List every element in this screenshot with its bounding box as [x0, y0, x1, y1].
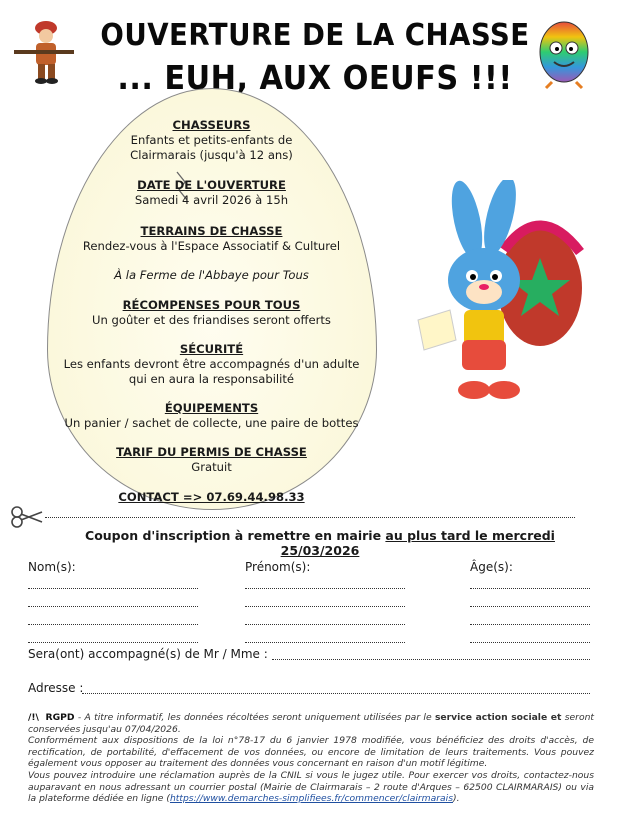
field-nom-3[interactable] — [28, 624, 198, 625]
section-line: Un goûter et des friandises seront offerts — [92, 313, 331, 327]
rgpd-paragraph-2: Conformément aux dispositions de la loi n°78-17 du 6 janvier 1978 modifiée, vous bénéficiez des droits d'accès, de rectification, de portabilité, d'effacement de vos données, ou encore de limitation de leurs traitements. Vous pouvez également vous opposer au traitement des données vous concernant en raison d'un motif légitime. — [28, 735, 594, 770]
section-heading: DATE DE L'OUVERTURE — [137, 178, 286, 192]
label-accompagne: Sera(ont) accompagné(s) de Mr / Mme : — [28, 647, 268, 661]
field-adresse[interactable] — [82, 693, 590, 694]
rgpd-title: RGPD — [45, 712, 75, 723]
rgpd-paragraph-3 — [28, 770, 594, 805]
section-line: Rendez-vous à l'Espace Associatif & Culturel — [82, 239, 341, 253]
field-nom-4[interactable] — [28, 642, 198, 643]
section-recompenses — [40, 298, 383, 328]
section-equipements — [40, 401, 383, 431]
section-heading: CHASSEURS — [172, 118, 251, 132]
rgpd-paragraph-1 — [28, 712, 594, 735]
field-age-1[interactable] — [470, 588, 590, 589]
label-prenom: Prénom(s): — [245, 560, 311, 574]
label-nom: Nom(s): — [28, 560, 76, 574]
section-line: Un panier / sachet de collecte, une paire de bottes — [64, 416, 359, 430]
coupon-title — [60, 528, 580, 558]
rgpd-service: service action sociale et — [434, 712, 562, 723]
section-line: Enfants et petits-enfants de — [130, 133, 293, 147]
contact-phone: CONTACT => 07.69.44.98.33 — [118, 490, 305, 504]
field-age-4[interactable] — [470, 642, 590, 643]
bunny-illustration — [412, 180, 597, 415]
coupon-title-text: Coupon d'inscription à remettre en mairie — [85, 528, 386, 543]
section-line: Samedi 4 avril 2026 à 15h — [134, 193, 289, 207]
section-line: Les enfants devront être accompagnés d'un adulte — [63, 357, 360, 371]
rgpd-text: ). — [453, 793, 460, 805]
egg-character-illustration — [532, 18, 596, 90]
section-chasseurs — [40, 118, 383, 163]
section-heading: RÉCOMPENSES POUR TOUS — [122, 298, 301, 312]
label-age: Âge(s): — [470, 560, 513, 574]
section-securite — [40, 342, 383, 387]
rgpd-notice — [28, 712, 594, 805]
section-heading: SÉCURITÉ — [179, 342, 244, 356]
field-nom-1[interactable] — [28, 588, 198, 589]
field-age-3[interactable] — [470, 624, 590, 625]
section-italic-line: À la Ferme de l'Abbaye pour Tous — [114, 268, 309, 282]
rgpd-text: Vous pouvez introduire une réclamation auprès de la CNIL si vous le jugez utile. Pour exercer vos droits, contactez-nous auparavant en nous adressant un courrier postal (Mairie de Clairmarais – 2 route d'Arques – 62500 CLAIRMARAIS) ou via la plateforme dédiée en ligne ( — [28, 769, 594, 805]
field-prenom-3[interactable] — [245, 624, 405, 625]
title-line-1: OUVERTURE DE LA CHASSE — [100, 18, 530, 53]
field-nom-2[interactable] — [28, 606, 198, 607]
section-heading: ÉQUIPEMENTS — [164, 401, 259, 415]
section-heading: TARIF DU PERMIS DE CHASSE — [116, 445, 307, 459]
title-line-2: ... EUH, AUX OEUFS !!! — [117, 58, 513, 97]
section-tarif — [40, 445, 383, 475]
hunter-illustration — [12, 14, 82, 86]
rgpd-link[interactable]: https://www.demarches-simplifiees.fr/commencer/clairmarais — [169, 793, 454, 805]
field-accompagne[interactable] — [272, 659, 590, 660]
field-age-2[interactable] — [470, 606, 590, 607]
rgpd-text: - A titre informatif, les données récoltées seront uniquement utilisées par le — [74, 712, 435, 723]
scissors-icon — [10, 505, 44, 529]
rgpd-text: seront conservées jusqu'au 07/04/2026. — [28, 712, 594, 735]
section-line: Clairmarais (jusqu'à 12 ans) — [130, 148, 293, 162]
section-terrains — [40, 224, 383, 283]
field-prenom-4[interactable] — [245, 642, 405, 643]
label-adresse: Adresse : — [28, 681, 84, 695]
section-line: qui en aura la responsabilité — [128, 372, 295, 386]
section-date — [40, 178, 383, 208]
field-prenom-2[interactable] — [245, 606, 405, 607]
coupon-deadline: au plus tard le mercredi 25/03/2026 — [280, 528, 555, 558]
section-heading: TERRAINS DE CHASSE — [140, 224, 283, 238]
warning-icon: /!\ — [28, 712, 39, 723]
field-prenom-1[interactable] — [245, 588, 405, 589]
section-line: Gratuit — [191, 460, 232, 474]
cut-line — [45, 517, 575, 518]
